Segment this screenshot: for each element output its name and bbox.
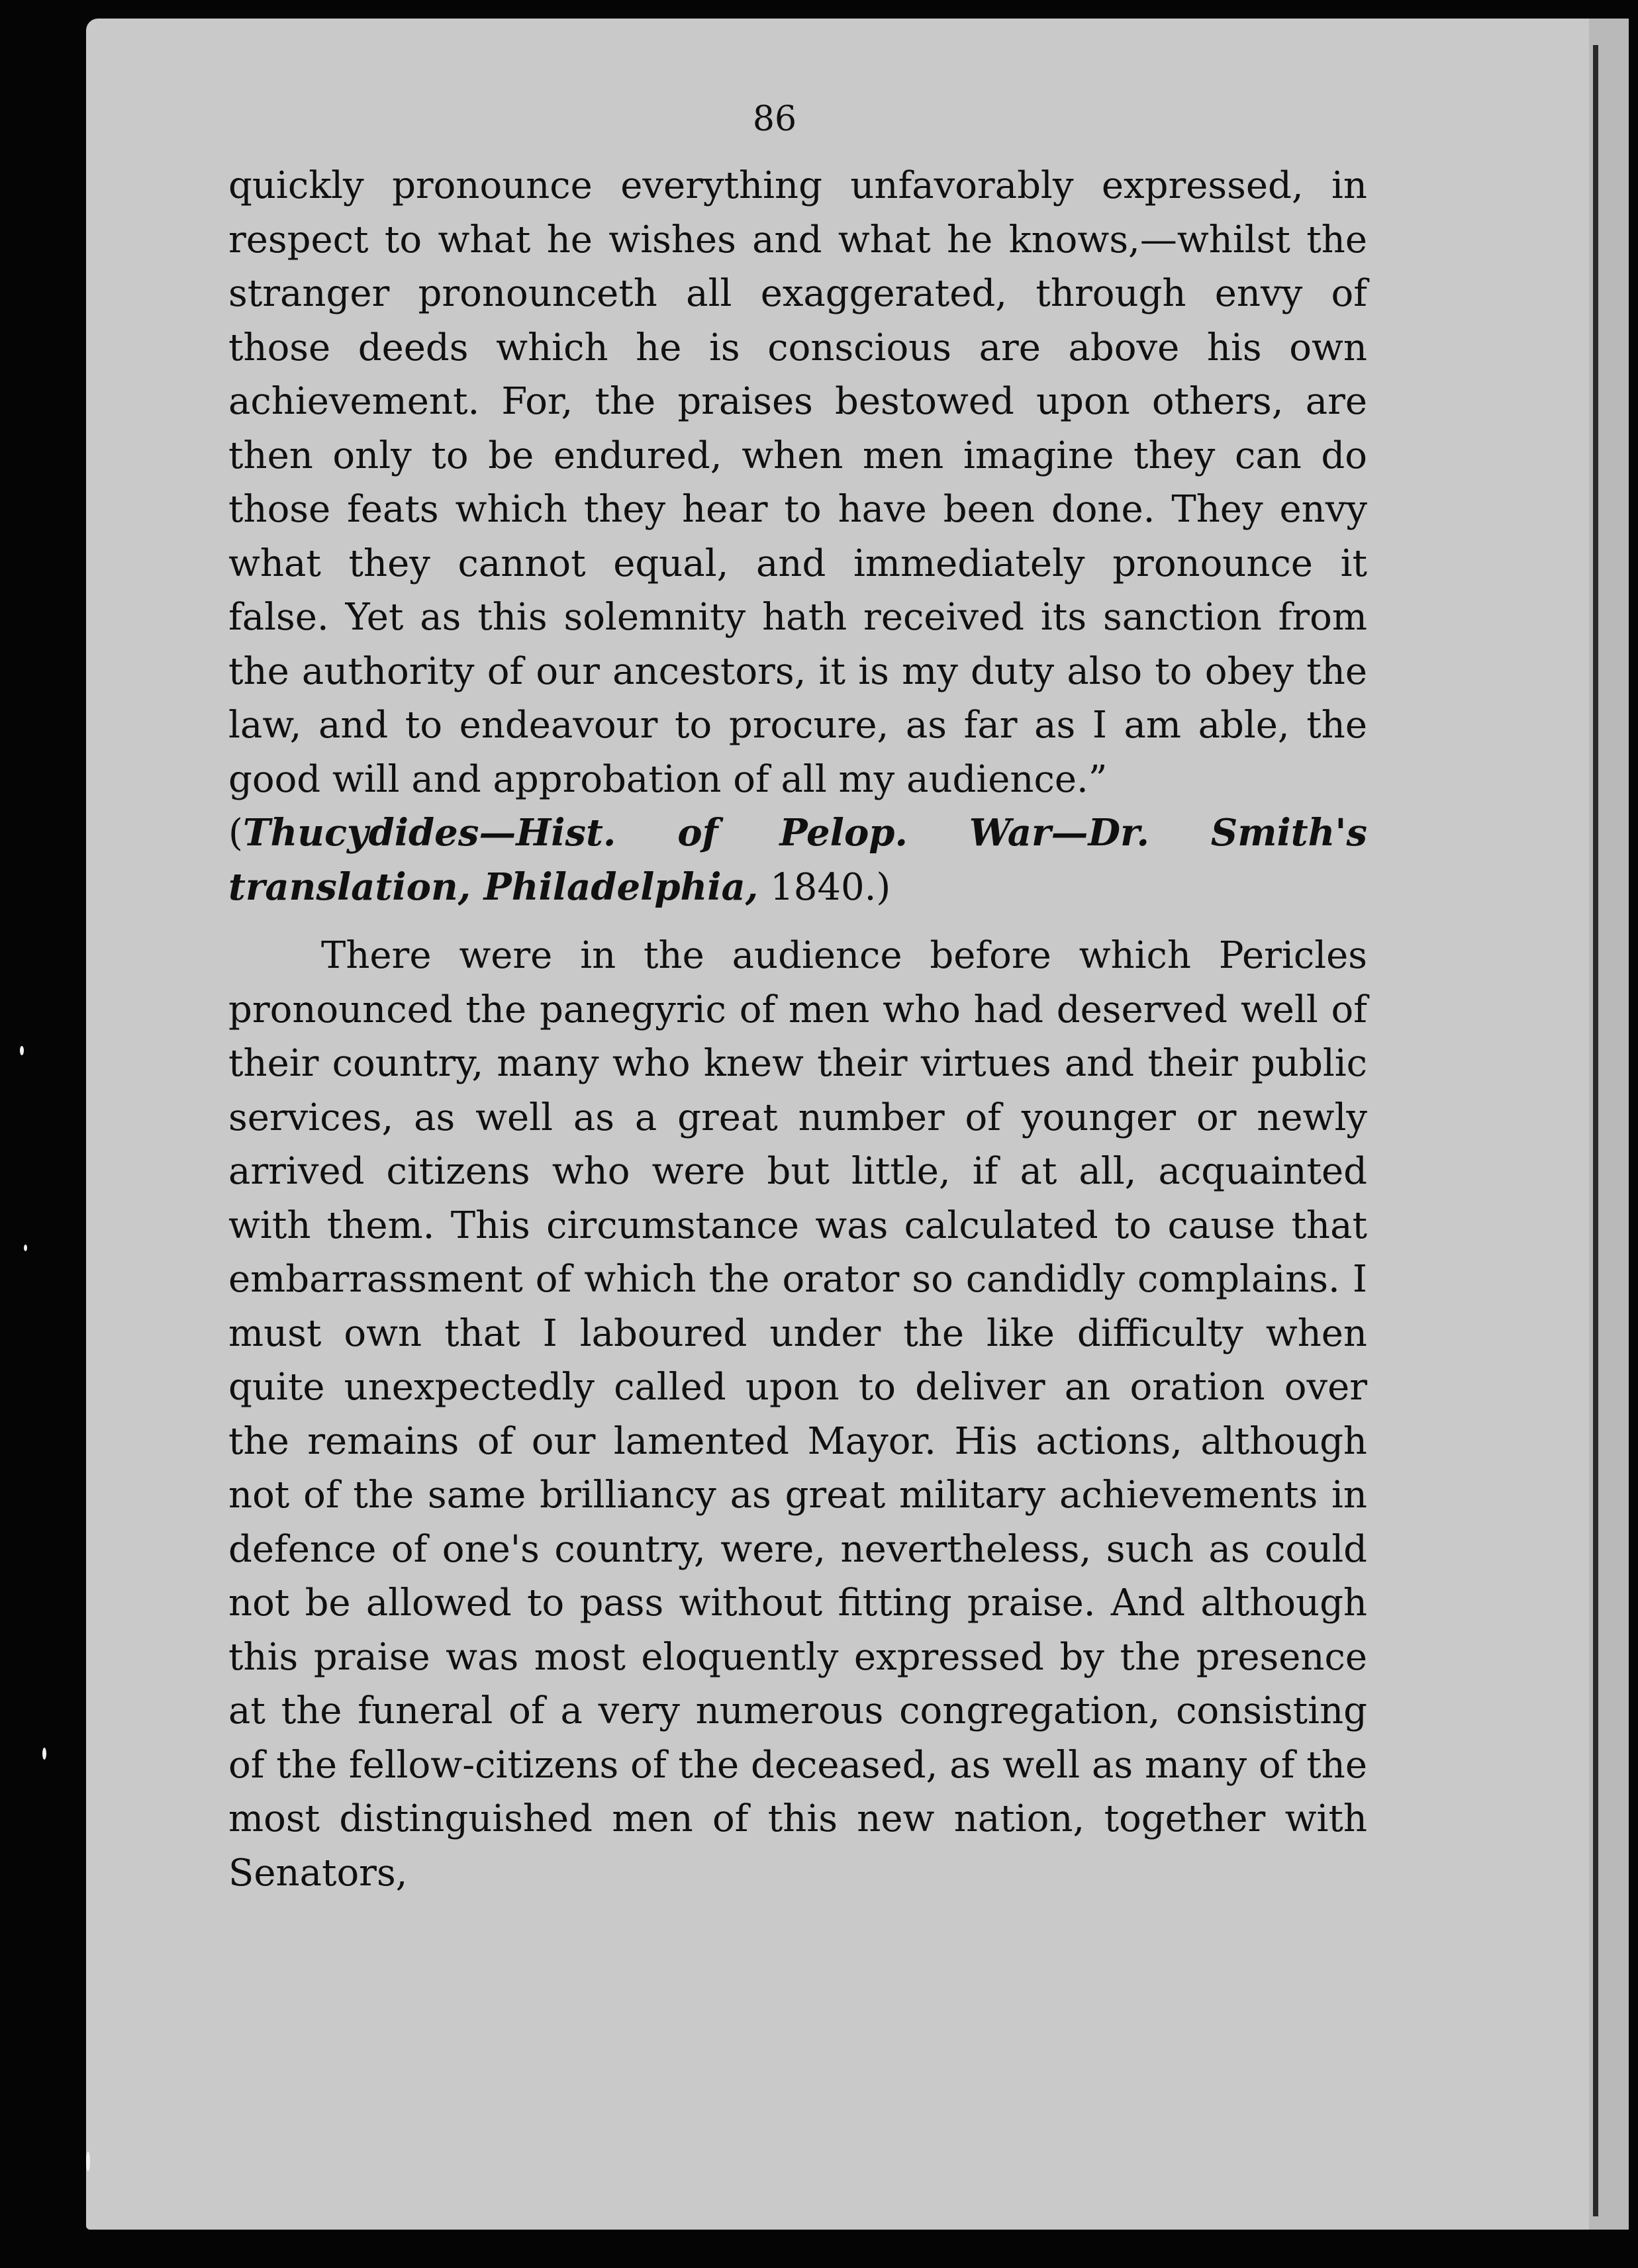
citation-open: ( (228, 812, 243, 855)
page-fold-line (1593, 45, 1598, 2216)
body-text (228, 159, 1367, 1900)
dust-speck (20, 1046, 24, 1055)
dust-speck (24, 1245, 27, 1251)
paragraph: There were in the audience before which Pericles pronounced the panegyric of men who had deserved well of their country, many who knew their virtues and their public services, as well as a great number of younger or newly arrived citizens who were but little, if at all, acquainted with them. This circumstance was calculated to cause that embarrassment of which the orator so candidly complains. I must own that I laboured under the like difficulty when quite unexpectedly called upon to deliver an oration over the remains of our lamented Mayor. His actions, although not of the same brilliancy as great military achievements in defence of one's country, were, nevertheless, such as could not be allowed to pass without fitting praise. And although this praise was most eloquently expressed by the presence at the funeral of a very numerous congregation, consisting of the fellow-citizens of the deceased, as well as many of the most distinguished men of this new nation, together with Senators, (228, 934, 1367, 1895)
citation-year: 1840.) (758, 865, 891, 909)
page-number: 86 (752, 99, 797, 139)
citation (228, 806, 1367, 914)
citation-work: Thucydides—Hist. of Pelop. War—Dr. Smith's translation, Philadelphia, (228, 811, 1367, 909)
dust-speck (86, 2151, 90, 2171)
paragraph: quickly pronounce everything unfavorably expressed, in respect to what he wishes and what he knows,—whilst the stranger pronounceth all exaggerated, through envy of those deeds which he is conscious are above his own achievement. For, the praises bestowed upon others, are then only to be endured, when men imagine they can do those feats which they hear to have been done. They envy what they cannot equal, and immediately pronounce it false. Yet as this solemnity hath received its sanction from the authority of our ancestors, it is my duty also to obey the law, and to endeavour to procure, as far as I am able, the good will and approbation of all my audience.” (228, 164, 1367, 801)
dust-speck (42, 1748, 46, 1760)
